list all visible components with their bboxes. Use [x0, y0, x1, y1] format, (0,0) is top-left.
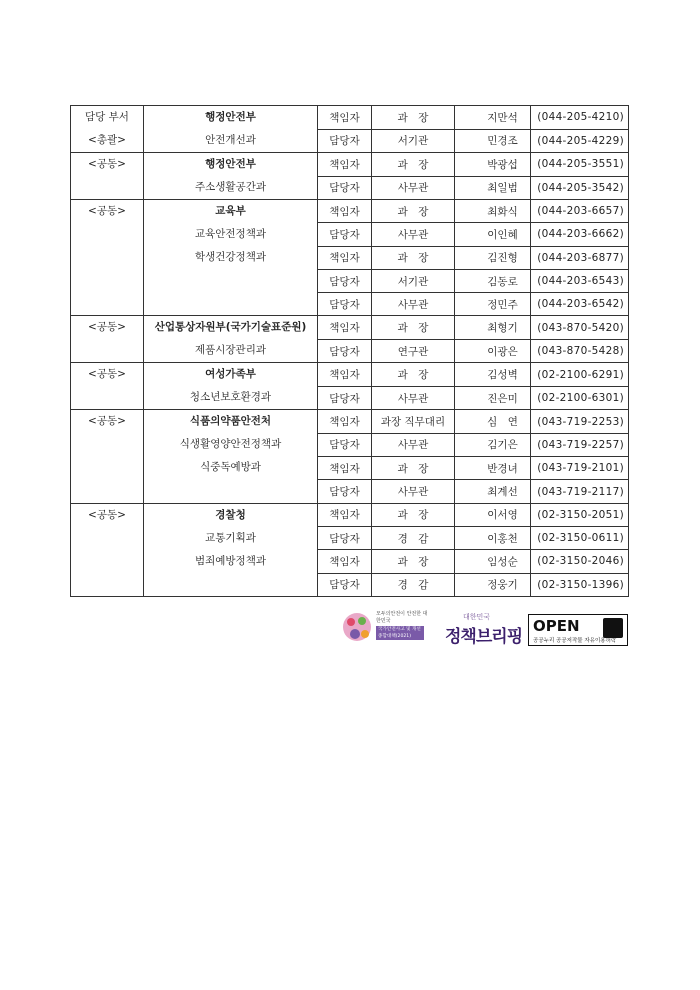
- table-row: [71, 106, 629, 130]
- org-cell: [144, 503, 318, 596]
- phone-cell: (02-2100-6291): [531, 363, 629, 387]
- org-name: 산업통상자원부(국가기술표준원): [154, 321, 307, 334]
- open-license-logo: [528, 614, 628, 646]
- name-cell: 반경녀: [455, 457, 531, 480]
- role-cell: 책임자: [318, 200, 372, 223]
- name-cell: 최계선: [455, 480, 531, 503]
- open-caption: 공공누리 공공저작물 자유이용허락: [533, 638, 617, 644]
- unit-name: 식중독예방과: [200, 461, 261, 474]
- name-cell: 이광은: [455, 339, 531, 363]
- safety-campaign-logo: [340, 610, 428, 650]
- role-cell: 담당자: [318, 293, 372, 316]
- phone-cell: (043-719-2117): [531, 480, 629, 503]
- rank-cell: 과 장: [372, 106, 455, 130]
- role-cell: 책임자: [318, 316, 372, 340]
- phone-cell: (043-870-5420): [531, 316, 629, 340]
- rank-cell: 과 장: [372, 200, 455, 223]
- name-cell: 최일범: [455, 176, 531, 200]
- role-cell: 담당자: [318, 433, 372, 456]
- table-row: [71, 363, 629, 387]
- phone-cell: (044-203-6662): [531, 223, 629, 246]
- rank-cell: 서기관: [372, 129, 455, 153]
- role-cell: 책임자: [318, 503, 372, 526]
- rank-cell: 서기관: [372, 269, 455, 292]
- rank-cell: 과 장: [372, 246, 455, 269]
- policy-briefing-logo: [445, 610, 525, 650]
- org-name: 행정안전부: [205, 158, 256, 170]
- table-row: [71, 503, 629, 526]
- org-name: 식품의약품안전처: [189, 415, 272, 428]
- dept-label: <공동>: [88, 205, 126, 217]
- dept-label: <총괄>: [88, 134, 126, 146]
- phone-cell: (044-205-3542): [531, 176, 629, 200]
- dept-cell: [71, 363, 144, 410]
- phone-cell: (043-719-2253): [531, 410, 629, 433]
- people-icon: [340, 610, 374, 648]
- rank-cell: 과 장: [372, 316, 455, 340]
- dept-label: <공동>: [88, 508, 126, 521]
- dept-label: <공동>: [88, 321, 126, 334]
- org-cell: [144, 153, 318, 200]
- dept-cell: [71, 503, 144, 596]
- phone-cell: (044-205-4210): [531, 106, 629, 130]
- phone-cell: (02-2100-6301): [531, 386, 629, 410]
- briefing-small-text: 대한민국: [463, 613, 491, 621]
- name-cell: 최형기: [455, 316, 531, 340]
- role-cell: 담당자: [318, 480, 372, 503]
- org-cell: [144, 106, 318, 153]
- name-cell: 이서영: [455, 503, 531, 526]
- role-cell: 담당자: [318, 176, 372, 200]
- rank-cell: 사무관: [372, 386, 455, 410]
- role-cell: 책임자: [318, 363, 372, 387]
- dept-cell: [71, 106, 144, 153]
- role-cell: 책임자: [318, 246, 372, 269]
- phone-cell: (02-3150-0611): [531, 526, 629, 549]
- org-name: 교육부: [215, 205, 246, 217]
- unit-name: 제품시장관리과: [194, 344, 266, 357]
- person-icon: [603, 618, 623, 638]
- phone-cell: (044-203-6543): [531, 269, 629, 292]
- name-cell: 최화식: [455, 200, 531, 223]
- rank-cell: 사무관: [372, 433, 455, 456]
- name-cell: 김기은: [455, 433, 531, 456]
- phone-cell: (02-3150-2051): [531, 503, 629, 526]
- role-cell: 책임자: [318, 106, 372, 130]
- org-cell: [144, 363, 318, 410]
- name-cell: 박광섭: [455, 153, 531, 177]
- dept-cell: [71, 316, 144, 363]
- unit-name: 학생건강정책과: [194, 251, 266, 263]
- unit-name: 범죄예방정책과: [194, 554, 266, 567]
- footer-logos: [340, 610, 630, 652]
- table-row: [71, 410, 629, 433]
- safety-logo-text: 모두의안전이 안전한 대한민국: [376, 611, 428, 624]
- table-row: [71, 200, 629, 223]
- role-cell: 책임자: [318, 550, 372, 573]
- phone-cell: (043-719-2257): [531, 433, 629, 456]
- role-cell: 담당자: [318, 339, 372, 363]
- name-cell: 이홍천: [455, 526, 531, 549]
- dept-cell: [71, 200, 144, 316]
- rank-cell: 경 감: [372, 526, 455, 549]
- name-cell: 이인혜: [455, 223, 531, 246]
- rank-cell: 경 감: [372, 573, 455, 596]
- rank-cell: 과장 직무대리: [372, 410, 455, 433]
- name-cell: 지만석: [455, 106, 531, 130]
- name-cell: 김진형: [455, 246, 531, 269]
- name-cell: 민경조: [455, 129, 531, 153]
- table-row: [71, 153, 629, 177]
- phone-cell: (044-205-3551): [531, 153, 629, 177]
- org-name: 여성가족부: [205, 368, 256, 381]
- phone-cell: (02-3150-1396): [531, 573, 629, 596]
- name-cell: 정웅기: [455, 573, 531, 596]
- table-row: [71, 316, 629, 340]
- name-cell: 정민주: [455, 293, 531, 316]
- unit-name: 교육안전정책과: [194, 228, 266, 240]
- unit-name: 교통기획과: [205, 531, 256, 544]
- name-cell: 김성벽: [455, 363, 531, 387]
- name-cell: 진은미: [455, 386, 531, 410]
- org-cell: [144, 410, 318, 503]
- org-name: 행정안전부: [205, 111, 256, 123]
- dept-label: 담당 부서: [85, 111, 129, 123]
- unit-name: 식생활영양안전정책과: [179, 438, 282, 451]
- rank-cell: 과 장: [372, 363, 455, 387]
- briefing-main-text: 정책브리핑: [445, 627, 523, 647]
- phone-cell: (044-205-4229): [531, 129, 629, 153]
- phone-cell: (044-203-6657): [531, 200, 629, 223]
- rank-cell: 과 장: [372, 153, 455, 177]
- name-cell: 임성순: [455, 550, 531, 573]
- unit-name: 안전개선과: [205, 134, 256, 146]
- rank-cell: 연구관: [372, 339, 455, 363]
- role-cell: 책임자: [318, 457, 372, 480]
- rank-cell: 사무관: [372, 293, 455, 316]
- name-cell: 김동로: [455, 269, 531, 292]
- phone-cell: (044-203-6877): [531, 246, 629, 269]
- org-cell: [144, 200, 318, 316]
- safety-logo-band: 국가안전사고 및 개선 종합대책(2021): [376, 626, 424, 640]
- dept-label: <공동>: [88, 368, 126, 381]
- rank-cell: 과 장: [372, 503, 455, 526]
- rank-cell: 사무관: [372, 480, 455, 503]
- role-cell: 책임자: [318, 410, 372, 433]
- rank-cell: 사무관: [372, 176, 455, 200]
- dept-cell: [71, 410, 144, 503]
- phone-cell: (02-3150-2046): [531, 550, 629, 573]
- rank-cell: 과 장: [372, 457, 455, 480]
- org-name: 경찰청: [215, 508, 246, 521]
- rank-cell: 과 장: [372, 550, 455, 573]
- role-cell: 책임자: [318, 153, 372, 177]
- phone-cell: (043-870-5428): [531, 339, 629, 363]
- open-title: OPEN: [533, 617, 580, 635]
- phone-cell: (043-719-2101): [531, 457, 629, 480]
- dept-cell: [71, 153, 144, 200]
- unit-name: 청소년보호환경과: [189, 391, 272, 404]
- role-cell: 담당자: [318, 573, 372, 596]
- contact-table: [70, 105, 629, 597]
- role-cell: 담당자: [318, 223, 372, 246]
- rank-cell: 사무관: [372, 223, 455, 246]
- org-cell: [144, 316, 318, 363]
- role-cell: 담당자: [318, 269, 372, 292]
- role-cell: 담당자: [318, 526, 372, 549]
- dept-label: <공동>: [88, 158, 126, 170]
- phone-cell: (044-203-6542): [531, 293, 629, 316]
- role-cell: 담당자: [318, 386, 372, 410]
- dept-label: <공동>: [88, 415, 126, 428]
- role-cell: 담당자: [318, 129, 372, 153]
- unit-name: 주소생활공간과: [194, 181, 266, 193]
- contact-table-body: [71, 106, 629, 597]
- name-cell: 심 연: [455, 410, 531, 433]
